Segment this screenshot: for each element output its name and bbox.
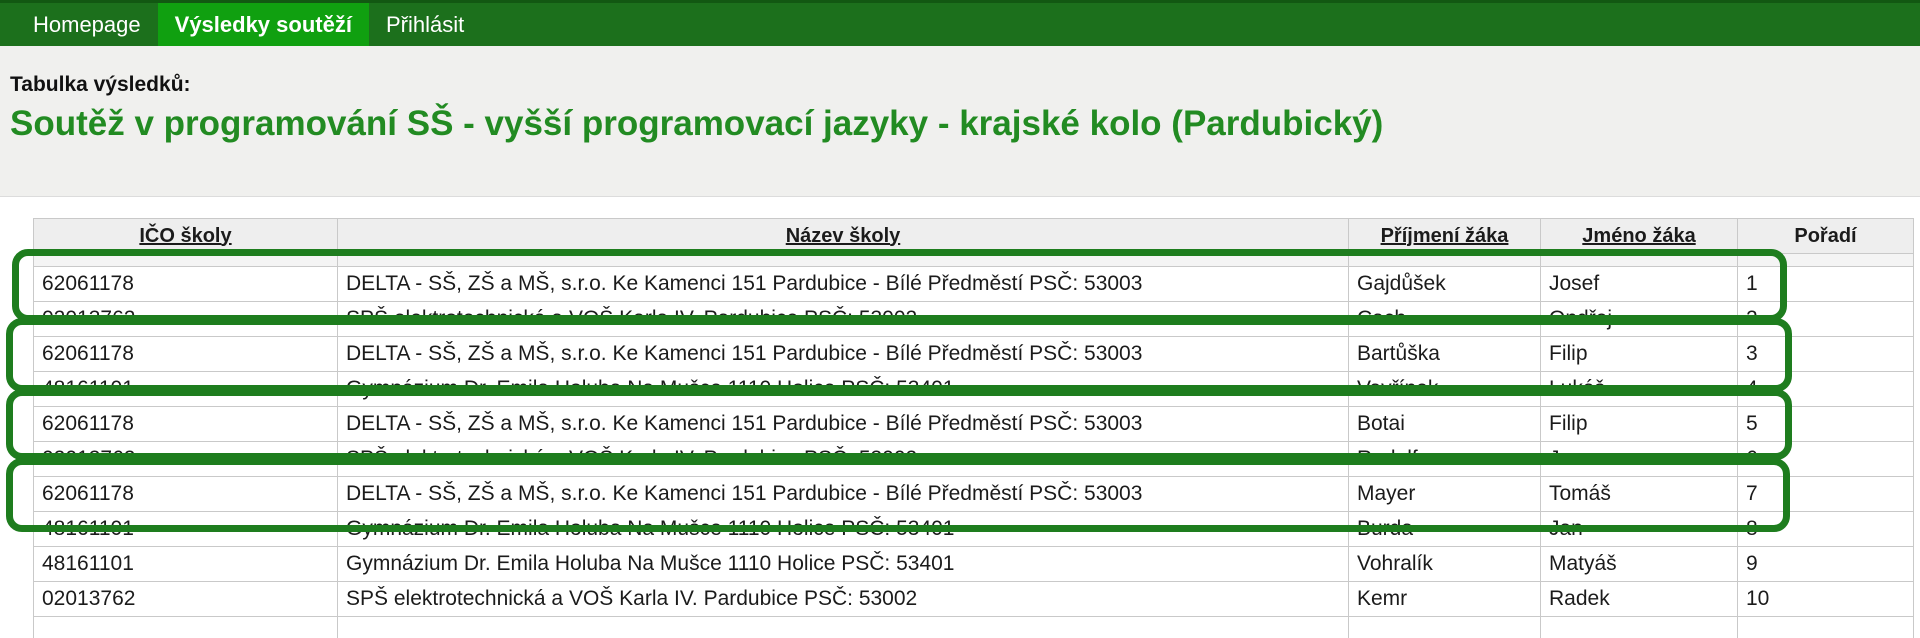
table-row [34, 302, 1914, 337]
cell-rank: 10 [1738, 582, 1914, 617]
cell-ico: 62061178 [34, 477, 338, 512]
cell-surname: Rudolf [1349, 442, 1541, 477]
cell-school: Gymnázium Dr. Emila Holuba Na Mušce 1110 Holice PSČ: 53401 [338, 547, 1349, 582]
cell-rank: 1 [1738, 267, 1914, 302]
cell-rank: 6 [1738, 442, 1914, 477]
column-header-1[interactable] [338, 219, 1349, 254]
header-band [0, 46, 1920, 197]
cell-school: SPŠ elektrotechnická a VOŠ Karla IV. Pardubice PSČ: 53002 [338, 442, 1349, 477]
results-table-label: Tabulka výsledků: [10, 73, 191, 96]
table-row [34, 372, 1914, 407]
table-row [34, 442, 1914, 477]
column-header-2[interactable] [1349, 219, 1541, 254]
cell-ico: 02013762 [34, 442, 338, 477]
cell-school: DELTA - SŠ, ZŠ a MŠ, s.r.o. Ke Kamenci 151 Pardubice - Bílé Předměstí PSČ: 53003 [338, 337, 1349, 372]
table-row [34, 337, 1914, 372]
column-header-label[interactable]: Příjmení žáka [1380, 224, 1509, 247]
cell-ico: 48161101 [34, 547, 338, 582]
cell-name: Tomáš [1541, 477, 1738, 512]
column-header-label[interactable]: IČO školy [139, 224, 232, 247]
column-header-4 [1738, 219, 1914, 254]
cell-surname: Mayer [1349, 477, 1541, 512]
column-header-3[interactable] [1541, 219, 1738, 254]
cell-surname: Cach [1349, 302, 1541, 337]
cell-name: Jan [1541, 512, 1738, 547]
table-spacer-row [34, 254, 1914, 267]
cell-school: SPŠ elektrotechnická a VOŠ Karla IV. Pardubice PSČ: 53002 [338, 582, 1349, 617]
cell-rank: 5 [1738, 407, 1914, 442]
cell-name: Josef [1541, 267, 1738, 302]
cell-rank: 3 [1738, 337, 1914, 372]
column-header-0[interactable] [34, 219, 338, 254]
cell-surname: Kemr [1349, 582, 1541, 617]
table-row [34, 547, 1914, 582]
cell-surname: Bartůška [1349, 337, 1541, 372]
cell-surname: Vavřínek [1349, 372, 1541, 407]
cell-name: Filip [1541, 407, 1738, 442]
table-row [34, 512, 1914, 547]
cell-surname: Gajdůšek [1349, 267, 1541, 302]
cell-surname: Vohralík [1349, 547, 1541, 582]
cell-school: DELTA - SŠ, ZŠ a MŠ, s.r.o. Ke Kamenci 151 Pardubice - Bílé Předměstí PSČ: 53003 [338, 267, 1349, 302]
results-table [33, 218, 1914, 638]
nav-item-homepage[interactable]: Homepage [33, 11, 141, 37]
cell-ico: 62061178 [34, 407, 338, 442]
cell-surname: Botai [1349, 407, 1541, 442]
column-header-label[interactable]: Jméno žáka [1582, 224, 1696, 247]
cell-rank: 4 [1738, 372, 1914, 407]
column-header-label[interactable]: Název školy [785, 224, 901, 247]
table-row [34, 407, 1914, 442]
nav-item-prihlasit[interactable]: Přihlásit [385, 11, 465, 37]
table-header-row [34, 219, 1914, 254]
cell-school: DELTA - SŠ, ZŠ a MŠ, s.r.o. Ke Kamenci 151 Pardubice - Bílé Předměstí PSČ: 53003 [338, 477, 1349, 512]
cell-ico: 02013762 [34, 582, 338, 617]
column-header-label: Pořadí [1794, 224, 1857, 247]
cell-school: Gymnázium Dr. Emila Holuba Na Mušce 1110 Holice PSČ: 53401 [338, 512, 1349, 547]
cell-rank: 7 [1738, 477, 1914, 512]
cell-ico: 02013762 [34, 302, 338, 337]
cell-surname: Burda [1349, 512, 1541, 547]
cell-name: Lukáš [1541, 372, 1738, 407]
cell-ico: 62061178 [34, 337, 338, 372]
cell-school: SPŠ elektrotechnická a VOŠ Karla IV. Pardubice PSČ: 53002 [338, 302, 1349, 337]
cell-school: Gymnázium Dr. Emila Holuba Na Mušce 1110 Holice PSČ: 53401 [338, 372, 1349, 407]
main-navbar [0, 0, 1920, 46]
nav-item-vysledky-soutezi[interactable]: Výsledky soutěží [158, 3, 369, 46]
table-row [34, 267, 1914, 302]
cell-name: Ondřej [1541, 302, 1738, 337]
cell-school: DELTA - SŠ, ZŠ a MŠ, s.r.o. Ke Kamenci 151 Pardubice - Bílé Předměstí PSČ: 53003 [338, 407, 1349, 442]
cell-ico: 62061178 [34, 267, 338, 302]
cell-ico: 48161101 [34, 372, 338, 407]
cell-ico: 48161101 [34, 512, 338, 547]
table-row [34, 582, 1914, 617]
cell-name: Radek [1541, 582, 1738, 617]
cell-rank: 9 [1738, 547, 1914, 582]
table-empty-row [34, 617, 1914, 638]
table-row [34, 477, 1914, 512]
cell-rank: 8 [1738, 512, 1914, 547]
page-title: Soutěž v programování SŠ - vyšší programovací jazyky - krajské kolo (Pardubický) [10, 104, 1384, 143]
cell-name: Matyáš [1541, 547, 1738, 582]
cell-rank: 2 [1738, 302, 1914, 337]
cell-name: Jan [1541, 442, 1738, 477]
cell-name: Filip [1541, 337, 1738, 372]
